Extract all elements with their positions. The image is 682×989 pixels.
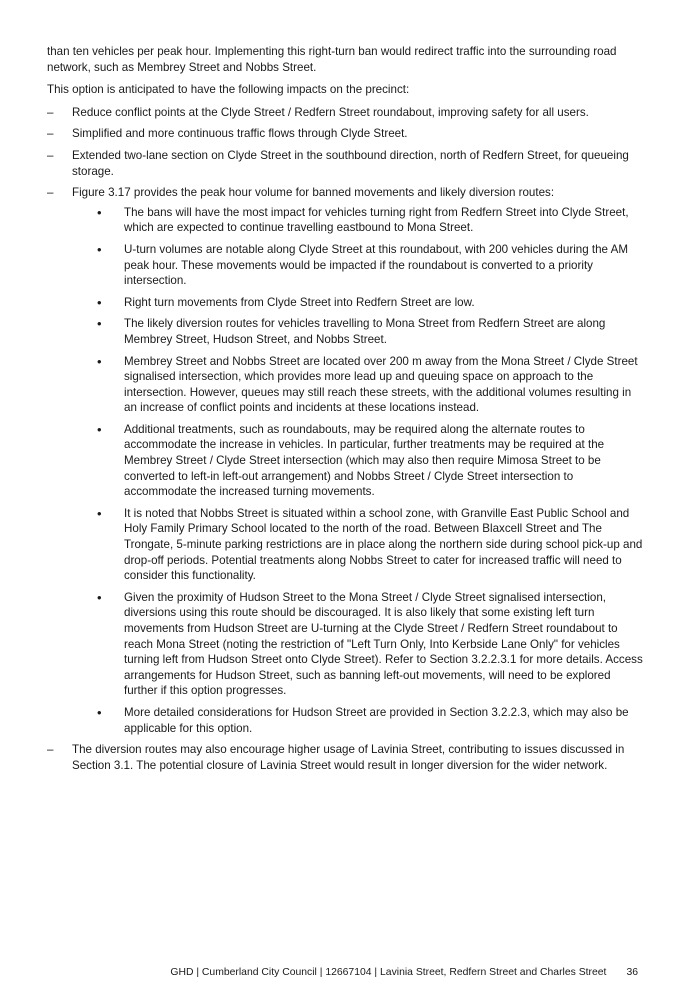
- footer-text: GHD | Cumberland City Council | 12667104 | Lavinia Street, Redfern Street and Charles Street: [170, 967, 607, 978]
- impact-text: Reduce conflict points at the Clyde Street / Redfern Street roundabout, improving safety for all users.: [72, 105, 589, 119]
- dash-marker: –: [47, 105, 54, 119]
- bullet-item: [72, 242, 647, 289]
- bullet-item: [72, 705, 647, 736]
- impact-text: Figure 3.17 provides the peak hour volume for banned movements and likely diversion routes:: [72, 186, 555, 200]
- bullet-text: Membrey Street and Nobbs Street are located over 200 m away from the Mona Street / Clyde Street signalised intersection, which provides more lead up and queuing space on approach to the intersection. However, queues may still reach these streets, with the additional volumes resulting in an increase of conflict points and incidents at these locations instead.: [124, 354, 638, 415]
- bullet-item: [72, 354, 647, 416]
- impact-text: Simplified and more continuous traffic flows through Clyde Street.: [72, 127, 408, 141]
- dash-marker: –: [47, 127, 54, 141]
- bullet-item: [72, 590, 647, 699]
- impact-item: [47, 105, 647, 121]
- impact-item-figure: [47, 185, 647, 736]
- dash-marker: –: [47, 186, 54, 200]
- bullet-item: [72, 422, 647, 500]
- bullet-marker: •: [97, 241, 102, 257]
- impacts-intro: This option is anticipated to have the following impacts on the precinct:: [47, 83, 410, 97]
- bullet-text: The bans will have the most impact for vehicles turning right from Redfern Street into Clyde Street, which are expected to continue travelling eastbound to Mona Street.: [124, 205, 629, 235]
- bullet-marker: •: [97, 294, 102, 310]
- bullet-text: It is noted that Nobbs Street is situated within a school zone, with Granville East Public School and Holy Family Primary School located to the north of the road. Between Blaxcell Street and The Trongate, 5-minute parking restrictions are in place along the northern side during school pick-up and drop-off periods. Potential treatments along Nobbs Street to cater for increased traffic will need to consider this functionality.: [124, 506, 643, 583]
- bullet-text: The likely diversion routes for vehicles travelling to Mona Street from Redfern Street are along Membrey Street, Hudson Street, and Nobbs Street.: [124, 317, 606, 346]
- bullet-marker: •: [97, 353, 102, 369]
- page-number: 36: [626, 967, 638, 978]
- bullet-marker: •: [97, 704, 102, 720]
- bullet-item: [72, 205, 647, 236]
- bullet-marker: •: [97, 204, 102, 220]
- bullet-text: Additional treatments, such as roundabouts, may be required along the alternate routes to accommodate the increase in vehicles. In particular, further treatments may be required at the Membrey Street / Clyde Street intersection (which may also then require Mimosa Street to be converted to left-in left-out arrangement) and Nobbs Street / Clyde Street intersection to accommodate the increased turning movements.: [124, 422, 605, 499]
- impact-item: [47, 126, 647, 142]
- bullet-text: Given the proximity of Hudson Street to the Mona Street / Clyde Street signalised intersection, diversions using this route should be discouraged. It is also likely that some existing left turn movements from Hudson Street are U-turning at the Clyde Street / Redfern Street roundabout to reach Mona Street (noting the restriction of "Left Turn Only, Into Kerbside Lane Only" for vehicles turning left from Hudson Street onto Clyde Street). Refer to Section 3.2.2.3.1 for more details. Access arrangements for Hudson Street, such as banning left-out movements, will need to be explored further if this option progresses.: [124, 590, 643, 698]
- bullet-text: More detailed considerations for Hudson Street are provided in Section 3.2.2.3, which may also be applicable for this option.: [124, 705, 629, 735]
- impact-text: The diversion routes may also encourage higher usage of Lavinia Street, contributing to issues discussed in Section 3.1. The potential closure of Lavinia Street would result in longer diversion for the wider network.: [72, 743, 625, 772]
- bullet-item: [72, 295, 647, 311]
- figure-bullet-list: [72, 205, 647, 736]
- bullet-marker: •: [97, 589, 102, 605]
- impact-item: [47, 742, 647, 773]
- bullet-item: [72, 316, 647, 347]
- page-content: [47, 44, 647, 779]
- dash-marker: –: [47, 743, 54, 757]
- dash-marker: –: [47, 148, 54, 162]
- bullet-marker: •: [97, 505, 102, 521]
- bullet-text: U-turn volumes are notable along Clyde Street at this roundabout, with 200 vehicles during the AM peak hour. These movements would be impacted if the roundabout is converted to a priority intersection.: [124, 242, 628, 288]
- page-footer: [170, 966, 638, 980]
- impact-text: Extended two-lane section on Clyde Street in the southbound direction, north of Redfern Street, for queueing storage.: [72, 148, 629, 178]
- bullet-item: [72, 506, 647, 584]
- bullet-marker: •: [97, 421, 102, 437]
- bullet-marker: •: [97, 316, 102, 332]
- impact-item: [47, 148, 647, 179]
- intro-paragraph: than ten vehicles per peak hour. Implementing this right-turn ban would redirect traffic into the surrounding road network, such as Membrey Street and Nobbs Street.: [47, 45, 617, 74]
- bullet-text: Right turn movements from Clyde Street into Redfern Street are low.: [124, 295, 475, 309]
